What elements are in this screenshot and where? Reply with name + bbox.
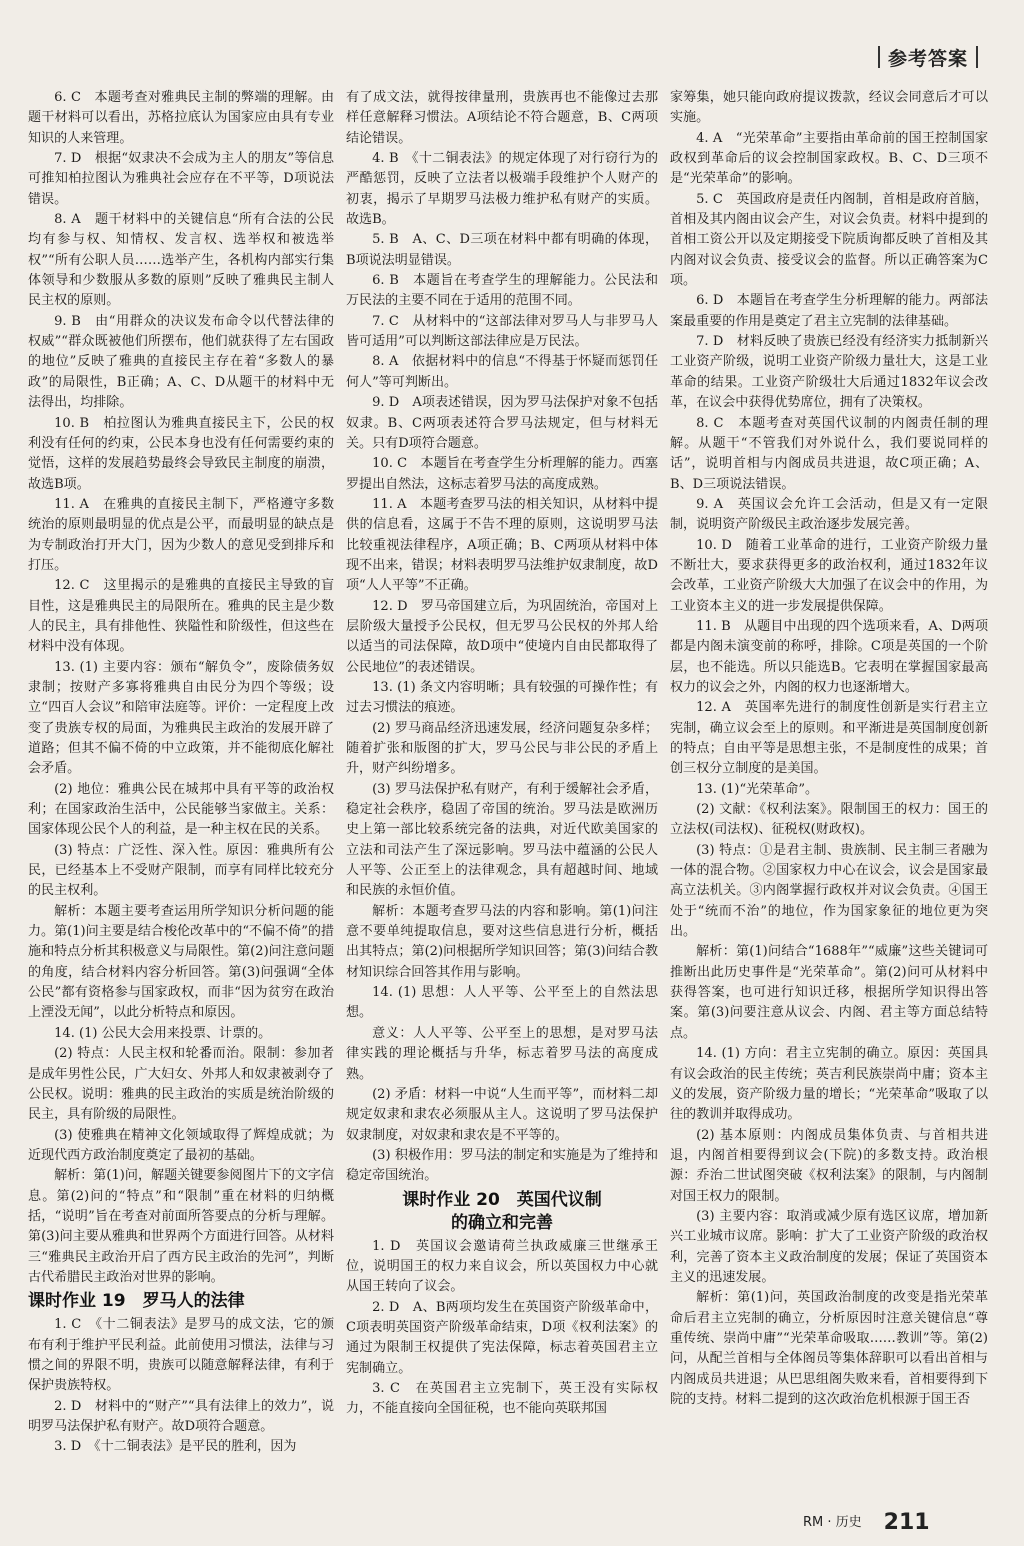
answer-paragraph: (3) 罗马法保护私有财产，有利于缓解社会矛盾，稳定社会秩序，稳固了帝国的统治。罗马法是欧洲历史上第一部比较系统完备的法典，对近代欧美国家的立法和司法产生了深远影响。罗马法中蕴涵的公民人人平等、公正至上的法律观念，具有超越时间、地域和民族的永恒价值。: [346, 781, 658, 899]
subject-label: RM · 历史: [803, 1515, 862, 1530]
section-heading-line: 课时作业 20 英国代议制: [402, 1189, 602, 1210]
answer-paragraph: 3. C 在英国君主立宪制下，英王没有实际权力，不能直接向全国征税，也不能向英联邦国: [346, 1380, 658, 1417]
answer-paragraph: 10. D 随着工业革命的进行，工业资产阶级力量不断壮大，要求获得更多的政治权利，通过1832年议会改革，工业资产阶级大大加强了在议会中的作用，为工业资本主义的进一步发展提供保障。: [670, 537, 988, 614]
answer-paragraph: (2) 地位：雅典公民在城邦中具有平等的政治权利；在国家政治生活中，公民能够当家做主。关系：国家体现公民个人的利益，是一种主权在民的关系。: [28, 781, 334, 838]
text-column-2: [346, 88, 658, 1488]
answer-paragraph: 2. D 材料中的“财产”“具有法律上的效力”，说明罗马法保护私有财产。故D项符合题意。: [28, 1398, 334, 1434]
answer-paragraph: 意义：人人平等、公平至上的思想，是对罗马法律实践的理论概括与升华，标志着罗马法的高度成熟。: [346, 1025, 658, 1082]
answer-paragraph: (3) 特点：广泛性、深入性。原因：雅典所有公民，已经基本上不受财产限制，而享有同样比较充分的民主权利。: [28, 842, 334, 899]
answer-paragraph: (2) 基本原则：内阁成员集体负责、与首相共进退，内阁首相要得到议会(下院)的多数支持。政治根源：乔治二世试图突破《权利法案》的限制，与内阁制对国王权力的限制。: [670, 1127, 988, 1204]
answer-paragraph: 9. D A项表述错误，因为罗马法保护对象不包括奴隶。B、C两项表述符合罗马法规定，但与材料无关。只有D项符合题意。: [346, 395, 658, 451]
answer-paragraph: 12. D 罗马帝国建立后，为巩固统治，帝国对上层阶级大量授予公民权，但无罗马公民权的外邦人给以适当的司法保障，故D项中“使境内自由民都取得了公民地位”的表述错误。: [346, 598, 658, 675]
section-heading: 课时作业 19 罗马人的法律: [28, 1291, 245, 1312]
answer-paragraph: 9. B 由“用群众的决议发布命令以代替法律的权威”“群众既被他们所摆布，他们就获得了左右国政的地位”反映了雅典的直接民主存在着“多数人的暴政”的局限性，B正确；A、C、D从题干的材料中无法得出，均排除。: [28, 313, 334, 411]
answer-paragraph: 10. B 柏拉图认为雅典直接民主下，公民的权利没有任何的约束，公民本身也没有任何需要约束的觉悟，这样的发展趋势最终会导致民主制度的崩溃，故选B项。: [28, 415, 334, 492]
answer-paragraph: 1. C 《十二铜表法》是罗马的成文法，它的颁布有利于维护平民利益。此前使用习惯法，法律与习惯之间的界限不明，贵族可以随意解释法律，有利于保护贵族特权。: [28, 1317, 334, 1394]
answer-paragraph: 11. A 本题考查罗马法的相关知识，从材料中提供的信息看，这属于不告不理的原则，这说明罗马法比较重视法律程序，A项正确；B、C两项从材料中体现不出来，错误；材料表明罗马法维护奴隶制度，故D项“人人平等”不正确。: [346, 496, 658, 594]
answer-paragraph: (2) 罗马商品经济迅速发展，经济问题复杂多样；随着扩张和版图的扩大，罗马公民与非公民的矛盾上升，财产纠纷增多。: [346, 720, 658, 777]
text-column-1: [28, 88, 334, 1488]
answer-paragraph: 14. (1) 公民大会用来投票、计票的。: [54, 1025, 272, 1041]
page-number: 211: [883, 1510, 930, 1535]
answer-paragraph: 4. B 《十二铜表法》的规定体现了对行窃行为的严酷惩罚，反映了立法者以极端手段维护个人财产的初衷，揭示了早期罗马法极力维护私有财产的实质。故选B。: [346, 151, 658, 228]
page-footer: [803, 1505, 930, 1535]
section-heading-line: 的确立和完善: [451, 1212, 553, 1233]
answer-paragraph: 13. (1)“光荣革命”。: [696, 781, 819, 797]
answer-paragraph: 解析：第(1)问结合“1688年”“威廉”这些关键词可推断出此历史事件是“光荣革命”。第(2)问可从材料中获得答案，也可进行知识迁移，根据所学知识得出答案。第(3)问要注意从议会、内阁、君主等方面总结特点。: [670, 944, 988, 1041]
answer-paragraph: 有了成文法，就得按律量刑，贵族再也不能像过去那样任意解释习惯法。A项结论不符合题意，B、C两项结论错误。: [346, 90, 658, 146]
answer-paragraph: (2) 矛盾：材料一中说“人生而平等”，而材料二却规定奴隶和隶农必须服从主人。这说明了罗马法保护奴隶制度，对奴隶和隶农是不平等的。: [346, 1086, 658, 1143]
answer-paragraph: 9. A 英国议会允许工会活动，但是又有一定限制，说明资产阶级民主政治逐步发展完善。: [670, 496, 988, 533]
answer-paragraph: 13. (1) 主要内容：颁布“解负令”，废除债务奴隶制；按财产多寡将雅典自由民分为四个等级；设立“四百人会议”和陪审法庭等。评价：一定程度上改变了贵族专权的局面，为雅典民主政治的发展开辟了道路；但其不偏不倚的中立政策，并不能彻底化解社会矛盾。: [28, 659, 334, 777]
answer-paragraph: 4. A “光荣革命”主要指由革命前的国王控制国家政权到革命后的议会控制国家政权。B、C、D三项不是“光荣革命”的影响。: [670, 130, 988, 187]
answer-paragraph: 5. B A、C、D三项在材料中都有明确的体现，B项说法明显错误。: [346, 232, 658, 268]
answer-paragraph: 13. (1) 条文内容明晰；具有较强的可操作性；有过去习惯法的痕迹。: [346, 679, 658, 716]
answer-paragraph: 8. A 题干材料中的关键信息“所有合法的公民均有参与权、知情权、发言权、选举权和被选举权”“所有公职人员……选举产生，各机构内部实行集体领导和少数服从多数的原则”反映了雅典民主制人民主权的原则。: [28, 212, 334, 309]
answer-paragraph: 解析：本题主要考查运用所学知识分析问题的能力。第(1)问主要是结合梭伦改革中的“不偏不倚”的措施和特点分析其积极意义与局限性。第(2)问注意问题的角度，结合材料内容分析回答。第(3)问强调“全体公民”都有资格参与国家政权，而非“因为贫穷在政治上湮没无闻”，以此分析特点和原因。: [28, 903, 334, 1021]
answer-paragraph: (3) 积极作用：罗马法的制定和实施是为了维持和稳定帝国统治。: [346, 1147, 658, 1184]
answer-paragraph: 解析：本题考查罗马法的内容和影响。第(1)问注意不要单纯提取信息，要对这些信息进行分析，概括出其特点；第(2)问根据所学知识回答；第(3)问结合教材知识综合回答其作用与影响。: [346, 903, 658, 980]
answer-paragraph: 2. D A、B两项均发生在英国资产阶级革命中，C项表明英国资产阶级革命结束，D项《权利法案》的通过为限制王权提供了宪法保障，标志着英国君主立宪制确立。: [346, 1299, 658, 1376]
answer-paragraph: 8. A 依据材料中的信息“不得基于怀疑而惩罚任何人”等可判断出。: [346, 354, 658, 390]
answer-paragraph: 6. C 本题考查对雅典民主制的弊端的理解。由题干材料可以看出，苏格拉底认为国家应由具有专业知识的人来管理。: [28, 90, 334, 146]
answer-paragraph: 14. (1) 方向：君主立宪制的确立。原因：英国具有议会政治的民主传统；英吉利民族崇尚中庸；资本主义的发展，资产阶级力量的增长；“光荣革命”吸取了以往的教训并取得成功。: [670, 1046, 988, 1123]
answer-paragraph: 7. D 根据“奴隶决不会成为主人的朋友”等信息可推知柏拉图认为雅典社会应存在不平等，D项说法错误。: [28, 151, 334, 207]
answer-paragraph: 12. A 英国率先进行的制度性创新是实行君主立宪制，确立议会至上的原则。和平渐进是英国制度创新的特点；自由平等是思想主张，不是制度性的成果；首创三权分立制度的是美国。: [670, 700, 988, 777]
answer-paragraph: (3) 特点：①是君主制、贵族制、民主制三者融为一体的混合物。②国家权力中心在议会，议会是国家最高立法机关。③内阁掌握行政权并对议会负责。④国王处于“统而不治”的地位，作为国家象征的地位更为突出。: [670, 842, 988, 940]
answer-paragraph: (2) 文献：《权利法案》。限制国王的权力：国王的立法权(司法权)、征税权(财政权)。: [670, 802, 988, 838]
header-title: 参考答案: [887, 47, 968, 70]
answer-paragraph: 14. (1) 思想：人人平等、公平至上的自然法思想。: [346, 985, 658, 1021]
answer-paragraph: 6. B 本题旨在考查学生的理解能力。公民法和万民法的主要不同在于适用的范围不同。: [346, 273, 658, 309]
answer-paragraph: 12. C 这里揭示的是雅典的直接民主导致的盲目性，这是雅典民主的局限所在。雅典的民主是少数人的民主，具有排他性、狭隘性和阶级性，但这些在材料中没有体现。: [28, 578, 334, 655]
answer-paragraph: 7. D 材料反映了贵族已经没有经济实力抵制新兴工业资产阶级，说明工业资产阶级力量壮大，这是工业革命的结果。工业资产阶级壮大后通过1832年议会改革，在议会中获得优势席位，拥有了决策权。: [670, 334, 988, 411]
answer-paragraph: 11. A 在雅典的直接民主制下，严格遵守多数统治的原则最明显的优点是公平，而最明显的缺点是为专制政治打开大门，因为少数人的意见受到排斥和打压。: [28, 496, 334, 573]
answer-paragraph: 6. D 本题旨在考查学生分析理解的能力。两部法案最重要的作用是奠定了君主立宪制的法律基础。: [670, 293, 988, 329]
header-bar-left: [878, 46, 880, 68]
answer-paragraph: 3. D 《十二铜表法》是平民的胜利，因为: [54, 1439, 297, 1455]
answer-paragraph: (3) 使雅典在精神文化领域取得了辉煌成就；为近现代西方政治制度奠定了最初的基础。: [28, 1127, 334, 1163]
answer-paragraph: 解析：第(1)问，解题关键要参阅图片下的文字信息。第(2)问的“特点”和“限制”重在材料的归纳概括，“说明”旨在考查对前面所答要点的分析与理解。第(3)问主要从雅典和世界两个方面进行回答。从材料三“雅典民主政治开启了西方民主政治的先河”，判断古代希腊民主政治对世界的影响。: [28, 1168, 334, 1285]
answer-paragraph: (2) 特点：人民主权和轮番而治。限制：参加者是成年男性公民，广大妇女、外邦人和奴隶被剥夺了公民权。说明：雅典的民主政治的实质是统治阶级的民主，具有阶级的局限性。: [28, 1046, 334, 1123]
answer-paragraph: 家筹集，她只能向政府提议拨款，经议会同意后才可以实施。: [670, 90, 988, 126]
answer-paragraph: 7. C 从材料中的“这部法律对罗马人与非罗马人皆可适用”可以判断这部法律应是万民法。: [346, 313, 658, 350]
section-heading: [346, 1189, 658, 1235]
answer-paragraph: 8. C 本题考查对英国代议制的内阁责任制的理解。从题干“不管我们对外说什么，我们要说同样的话”，说明首相与内阁成员共进退，故C项正确；A、B、D三项说法错误。: [670, 415, 988, 492]
answer-paragraph: 5. C 英国政府是责任内阁制，首相是政府首脑，首相及其内阁由议会产生，对议会负责。材料中提到的首相工资公开以及定期接受下院质询都反映了首相及其内阁对议会负责、接受议会的监督。所以正确答案为C项。: [670, 191, 988, 289]
answer-paragraph: 解析：第(1)问，英国政治制度的改变是指光荣革命后君主立宪制的确立，分析原因时注意关键信息“尊重传统、崇尚中庸”“光荣革命吸取……教训”等。第(2)问，从配兰首相与全体阁员等集体辞职可以看出首相与内阁成员共进退；从巴思组阁失败来看，首相要得到下院的支持。材料二提到的这次政治危机根源于国王否: [670, 1290, 988, 1407]
answer-paragraph: 10. C 本题旨在考查学生分析理解的能力。西塞罗提出自然法，这标志着罗马法的高度成熟。: [346, 456, 658, 492]
answer-paragraph: 1. D 英国议会邀请荷兰执政威廉三世继承王位，说明国王的权力来自议会，所以英国权力中心就从国王转向了议会。: [346, 1238, 658, 1295]
text-column-3: [670, 88, 988, 1488]
page-header: [868, 42, 988, 72]
answer-paragraph: 11. B 从题目中出现的四个选项来看，A、D两项都是内阁未演变前的称呼，排除。C项是英国的一个阶层，也不能选。所以只能选B。它表明在掌握国家最高权力的议会之外，内阁的权力也逐渐增大。: [670, 618, 988, 695]
header-bar-right: [976, 46, 978, 68]
answer-paragraph: (3) 主要内容：取消或减少原有选区议席，增加新兴工业城市议席。影响：扩大了工业资产阶级的政治权利，完善了资本主义政治制度的发展；保证了英国资本主义的迅速发展。: [670, 1208, 988, 1285]
